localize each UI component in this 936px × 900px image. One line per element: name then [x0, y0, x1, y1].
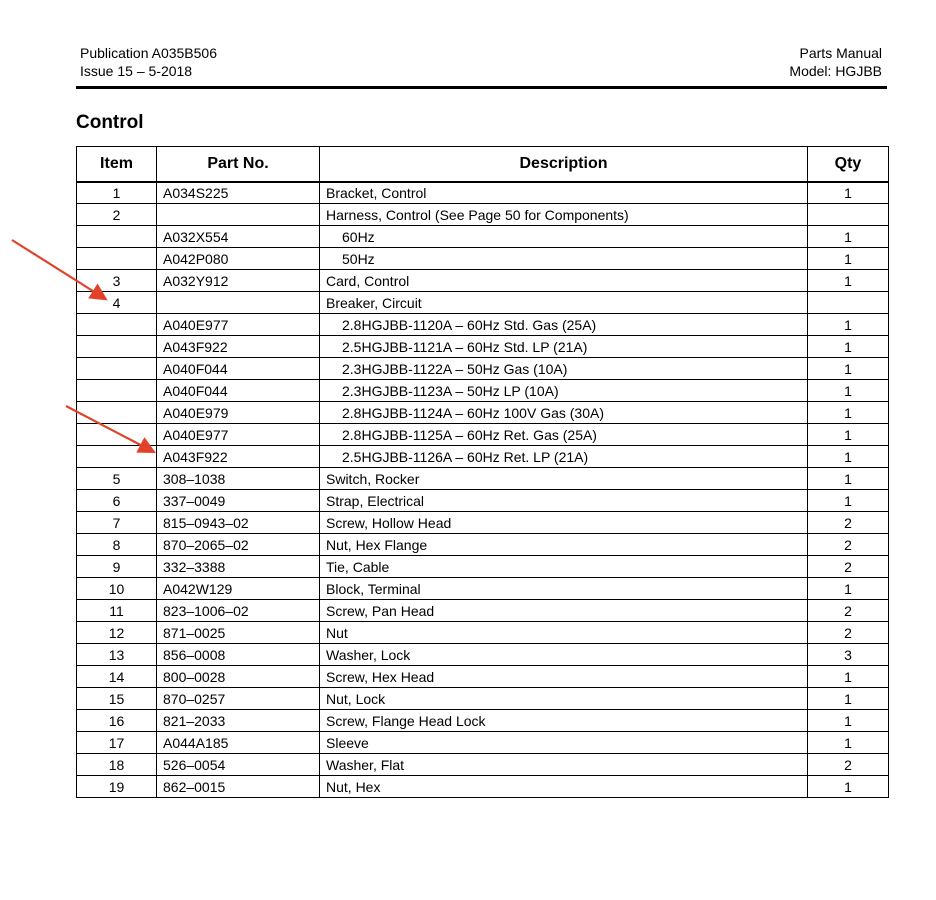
cell-description: Washer, Flat	[320, 754, 808, 776]
cell-qty: 2	[808, 512, 889, 534]
table-row	[77, 204, 889, 226]
cell-description: 2.8HGJBB-1120A – 60Hz Std. Gas (25A)	[320, 314, 808, 336]
cell-qty: 1	[808, 446, 889, 468]
cell-description: Block, Terminal	[320, 578, 808, 600]
cell-part-no: 526–0054	[157, 754, 320, 776]
cell-part-no: 871–0025	[157, 622, 320, 644]
column-header-part-no: Part No.	[157, 147, 320, 182]
column-header-item: Item	[77, 147, 157, 182]
cell-description: 2.8HGJBB-1125A – 60Hz Ret. Gas (25A)	[320, 424, 808, 446]
cell-item: 1	[77, 182, 157, 204]
cell-description: Screw, Hex Head	[320, 666, 808, 688]
cell-qty: 1	[808, 182, 889, 204]
table-row	[77, 424, 889, 446]
cell-qty: 2	[808, 534, 889, 556]
parts-table-header	[77, 147, 889, 182]
cell-part-no: 870–0257	[157, 688, 320, 710]
cell-description: Screw, Flange Head Lock	[320, 710, 808, 732]
cell-description: Screw, Hollow Head	[320, 512, 808, 534]
cell-qty: 1	[808, 336, 889, 358]
cell-qty	[808, 292, 889, 314]
cell-qty: 2	[808, 600, 889, 622]
table-row	[77, 446, 889, 468]
cell-description: Washer, Lock	[320, 644, 808, 666]
cell-part-no: A043F922	[157, 446, 320, 468]
cell-part-no: 332–3388	[157, 556, 320, 578]
cell-part-no: A032X554	[157, 226, 320, 248]
cell-item: 13	[77, 644, 157, 666]
cell-item: 17	[77, 732, 157, 754]
table-row	[77, 578, 889, 600]
issue-date: Issue 15 – 5-2018	[80, 63, 193, 79]
cell-description: Sleeve	[320, 732, 808, 754]
cell-description: Nut, Lock	[320, 688, 808, 710]
model-label: Model: HGJBB	[789, 63, 882, 79]
cell-qty: 2	[808, 754, 889, 776]
cell-item	[77, 248, 157, 270]
cell-description: 2.5HGJBB-1126A – 60Hz Ret. LP (21A)	[320, 446, 808, 468]
table-row	[77, 358, 889, 380]
cell-qty: 2	[808, 622, 889, 644]
cell-item: 16	[77, 710, 157, 732]
section-title: Control	[76, 112, 144, 133]
cell-qty: 1	[808, 380, 889, 402]
table-row	[77, 182, 889, 204]
cell-part-no: A040E977	[157, 314, 320, 336]
cell-qty: 1	[808, 424, 889, 446]
cell-qty	[808, 204, 889, 226]
cell-description: Harness, Control (See Page 50 for Components)	[320, 204, 808, 226]
cell-description: Screw, Pan Head	[320, 600, 808, 622]
cell-item: 7	[77, 512, 157, 534]
cell-item	[77, 446, 157, 468]
cell-part-no: A042P080	[157, 248, 320, 270]
manual-info	[789, 44, 882, 80]
table-row	[77, 402, 889, 424]
cell-item	[77, 314, 157, 336]
cell-item: 9	[77, 556, 157, 578]
cell-qty: 1	[808, 710, 889, 732]
cell-qty: 1	[808, 490, 889, 512]
cell-item	[77, 358, 157, 380]
table-row	[77, 468, 889, 490]
table-row	[77, 226, 889, 248]
cell-part-no: 821–2033	[157, 710, 320, 732]
cell-qty: 1	[808, 688, 889, 710]
cell-part-no: A040F044	[157, 380, 320, 402]
parts-table-body	[77, 182, 889, 798]
cell-part-no: 800–0028	[157, 666, 320, 688]
cell-description: Tie, Cable	[320, 556, 808, 578]
cell-description: Nut	[320, 622, 808, 644]
publication-info	[80, 44, 217, 80]
cell-qty: 1	[808, 402, 889, 424]
cell-part-no: 862–0015	[157, 776, 320, 798]
cell-qty: 1	[808, 732, 889, 754]
cell-part-no: A040E977	[157, 424, 320, 446]
cell-description: 2.3HGJBB-1122A – 50Hz Gas (10A)	[320, 358, 808, 380]
cell-item	[77, 402, 157, 424]
header-divider	[76, 86, 887, 89]
parts-table	[76, 146, 889, 798]
table-row	[77, 534, 889, 556]
cell-item: 10	[77, 578, 157, 600]
cell-description: Switch, Rocker	[320, 468, 808, 490]
table-row	[77, 688, 889, 710]
cell-item	[77, 424, 157, 446]
manual-type: Parts Manual	[799, 45, 882, 61]
cell-description: 2.5HGJBB-1121A – 60Hz Std. LP (21A)	[320, 336, 808, 358]
table-row	[77, 622, 889, 644]
cell-qty: 1	[808, 776, 889, 798]
cell-qty: 1	[808, 270, 889, 292]
cell-part-no: A044A185	[157, 732, 320, 754]
cell-part-no: 870–2065–02	[157, 534, 320, 556]
cell-description: Nut, Hex	[320, 776, 808, 798]
cell-qty: 3	[808, 644, 889, 666]
table-row	[77, 292, 889, 314]
cell-description: 2.8HGJBB-1124A – 60Hz 100V Gas (30A)	[320, 402, 808, 424]
table-row	[77, 336, 889, 358]
table-row	[77, 754, 889, 776]
cell-qty: 1	[808, 468, 889, 490]
cell-item: 2	[77, 204, 157, 226]
cell-item: 18	[77, 754, 157, 776]
table-row	[77, 644, 889, 666]
cell-qty: 1	[808, 314, 889, 336]
cell-item: 6	[77, 490, 157, 512]
cell-item: 12	[77, 622, 157, 644]
cell-description: 2.3HGJBB-1123A – 50Hz LP (10A)	[320, 380, 808, 402]
cell-part-no: 815–0943–02	[157, 512, 320, 534]
cell-item	[77, 380, 157, 402]
cell-qty: 1	[808, 578, 889, 600]
cell-description: Nut, Hex Flange	[320, 534, 808, 556]
cell-item	[77, 226, 157, 248]
cell-item: 4	[77, 292, 157, 314]
table-row	[77, 380, 889, 402]
cell-item: 19	[77, 776, 157, 798]
cell-part-no: A034S225	[157, 182, 320, 204]
cell-part-no: A032Y912	[157, 270, 320, 292]
table-row	[77, 776, 889, 798]
cell-qty: 1	[808, 248, 889, 270]
column-header-qty: Qty	[808, 147, 889, 182]
table-row	[77, 710, 889, 732]
cell-description: Breaker, Circuit	[320, 292, 808, 314]
table-row	[77, 248, 889, 270]
cell-qty: 1	[808, 358, 889, 380]
cell-item: 14	[77, 666, 157, 688]
cell-qty: 1	[808, 226, 889, 248]
cell-part-no: 823–1006–02	[157, 600, 320, 622]
cell-description: 50Hz	[320, 248, 808, 270]
cell-part-no: A040E979	[157, 402, 320, 424]
table-row	[77, 600, 889, 622]
cell-part-no: 337–0049	[157, 490, 320, 512]
table-row	[77, 314, 889, 336]
cell-item: 3	[77, 270, 157, 292]
cell-part-no	[157, 292, 320, 314]
column-header-description: Description	[320, 147, 808, 182]
cell-description: Strap, Electrical	[320, 490, 808, 512]
cell-part-no: A043F922	[157, 336, 320, 358]
cell-item: 11	[77, 600, 157, 622]
table-row	[77, 512, 889, 534]
table-row	[77, 556, 889, 578]
cell-item: 15	[77, 688, 157, 710]
cell-item	[77, 336, 157, 358]
cell-part-no: 308–1038	[157, 468, 320, 490]
publication-number: Publication A035B506	[80, 45, 217, 61]
table-row	[77, 490, 889, 512]
cell-qty: 2	[808, 556, 889, 578]
cell-description: Bracket, Control	[320, 182, 808, 204]
cell-part-no: A040F044	[157, 358, 320, 380]
table-row	[77, 732, 889, 754]
cell-part-no: A042W129	[157, 578, 320, 600]
cell-item: 5	[77, 468, 157, 490]
cell-description: 60Hz	[320, 226, 808, 248]
cell-part-no	[157, 204, 320, 226]
cell-description: Card, Control	[320, 270, 808, 292]
header-row	[77, 147, 889, 182]
table-row	[77, 270, 889, 292]
cell-part-no: 856–0008	[157, 644, 320, 666]
cell-item: 8	[77, 534, 157, 556]
cell-qty: 1	[808, 666, 889, 688]
table-row	[77, 666, 889, 688]
